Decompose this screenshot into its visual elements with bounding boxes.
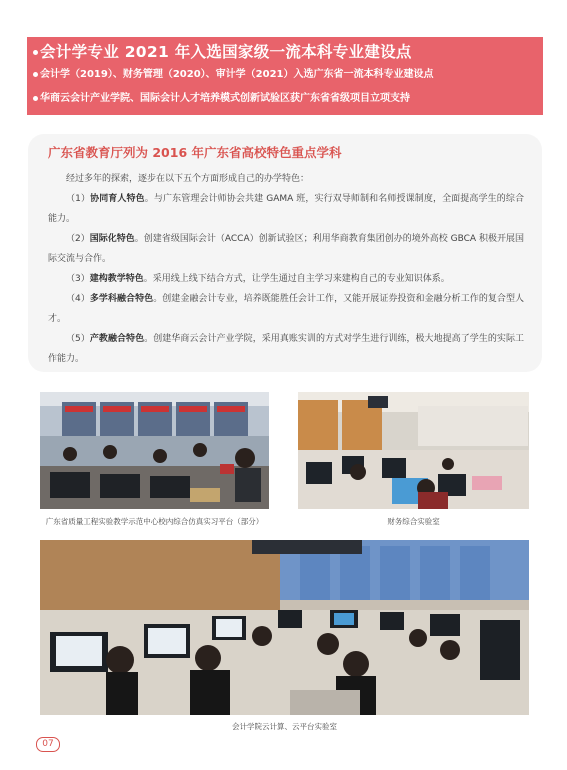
title-banner bbox=[27, 37, 543, 115]
feature-text: 。采用线上线下结合方式，让学生通过自主学习来建构自己的专业知识体系。 bbox=[143, 274, 450, 284]
banner-title-text: 会计学专业 2021 年入选国家级一流本科专业建设点 bbox=[40, 43, 412, 61]
feature-title: 建构教学特色 bbox=[89, 274, 144, 284]
feature-num: （2） bbox=[66, 234, 90, 244]
banner-line-3-text: 华商云会计产业学院、国际会计人才培养模式创新试验区获广东省省级项目立项支持 bbox=[40, 93, 410, 104]
photo-finance-lab-image bbox=[298, 392, 529, 509]
photo-finance-lab bbox=[298, 392, 529, 509]
page-number: 07 bbox=[36, 737, 60, 752]
feature-item-3 bbox=[48, 269, 524, 289]
caption-simulation-platform: 广东省质量工程实验教学示范中心校内综合仿真实习平台（部分） bbox=[45, 517, 264, 526]
banner-title bbox=[33, 41, 535, 63]
banner-line-3 bbox=[33, 87, 535, 111]
bullet-icon bbox=[33, 96, 38, 101]
caption-finance-lab: 财务综合实验室 bbox=[387, 517, 440, 526]
banner-line-2 bbox=[33, 63, 535, 87]
feature-title: 多学科融合特色 bbox=[89, 294, 154, 304]
feature-item-5 bbox=[48, 329, 524, 369]
feature-title: 国际化特色 bbox=[89, 234, 135, 244]
banner-line-2-text: 会计学（2019）、财务管理（2020）、审计学（2021）入选广东省一流本科专业建设点 bbox=[40, 69, 434, 80]
feature-title: 产教融合特色 bbox=[89, 334, 145, 344]
bullet-icon bbox=[33, 72, 38, 77]
feature-item-4 bbox=[48, 289, 524, 329]
feature-item-2 bbox=[48, 229, 524, 269]
feature-text: 。创建华商云会计产业学院，采用真账实训的方式对学生进行训练，极大地提高了学生的实际工作能力。 bbox=[48, 334, 524, 364]
photo-simulation-platform bbox=[40, 392, 269, 509]
feature-text: 。创建金融会计专业，培养既能胜任会计工作，又能开展证券投资和金融分析工作的复合型人才。 bbox=[48, 294, 524, 324]
photo-cloud-lab bbox=[40, 540, 529, 715]
feature-title: 协同育人特色 bbox=[90, 194, 145, 204]
feature-num: （1） bbox=[66, 194, 91, 204]
feature-num: （5） bbox=[66, 334, 90, 344]
feature-item-1 bbox=[48, 189, 524, 229]
photo-cloud-lab-image bbox=[40, 540, 529, 715]
bullet-icon bbox=[33, 50, 38, 55]
feature-text: 。与广东管理会计师协会共建 GAMA 班，实行双导师制和名师授课制度，全面提高学生的综合能力。 bbox=[48, 194, 524, 224]
photo-simulation-platform-image bbox=[40, 392, 269, 509]
features-panel bbox=[28, 134, 542, 372]
feature-num: （4） bbox=[66, 294, 90, 304]
caption-cloud-lab: 会计学院云计算、云平台实验室 bbox=[232, 722, 337, 731]
feature-num: （3） bbox=[66, 274, 90, 284]
feature-text: 。创建省级国际会计（ACCA）创新试验区；利用华商教育集团创办的境外高校 GBCA 积极开展国际交流与合作。 bbox=[48, 234, 524, 264]
section-intro: 经过多年的探索，逐步在以下五个方面形成自己的办学特色： bbox=[66, 174, 310, 184]
section-heading: 广东省教育厅列为 2016 年广东省高校特色重点学科 bbox=[48, 145, 342, 160]
